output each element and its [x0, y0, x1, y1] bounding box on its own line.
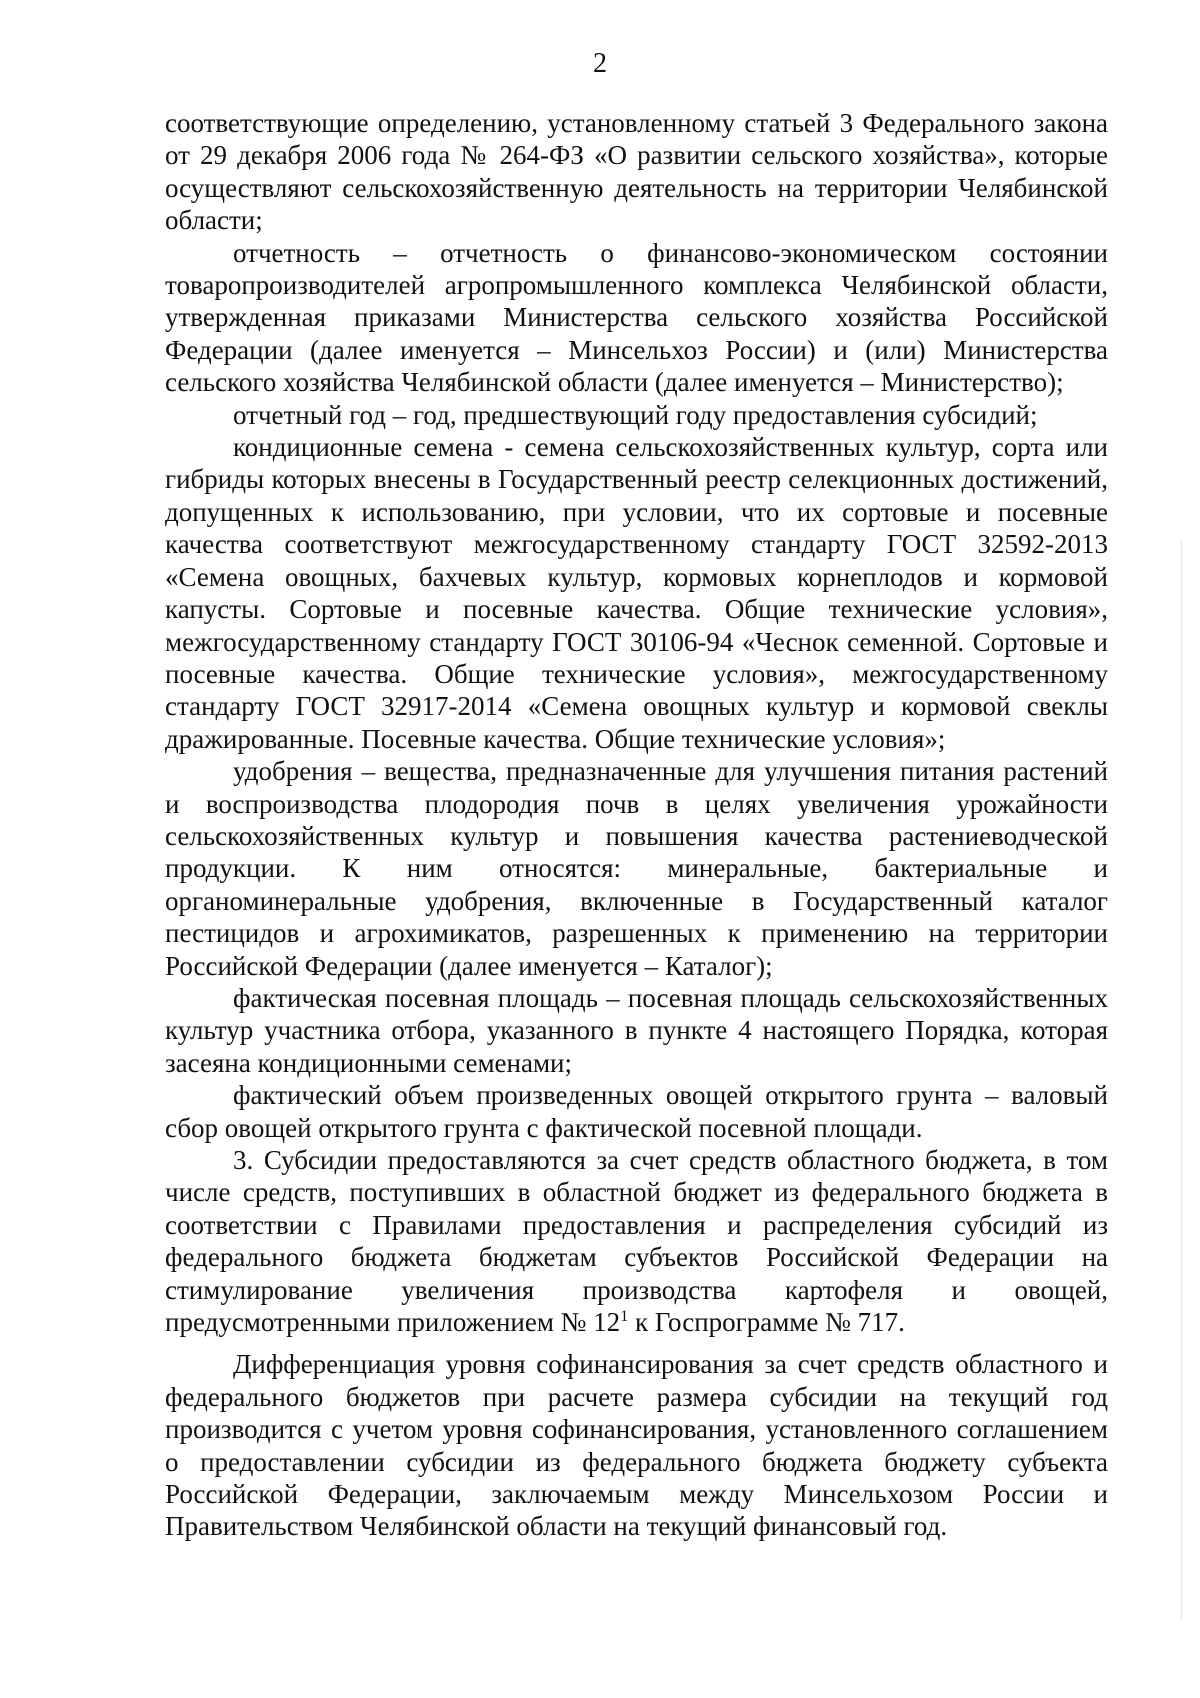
appendix-superscript: 1: [620, 1308, 629, 1326]
paragraph-actual-sown-area-definition: фактическая посевная площадь – посевная площадь сельскохозяйственных культур участника отбора, указанного в пункте 4 настоящего Порядка, которая засеяна кондиционными семенами;: [165, 982, 1108, 1078]
paragraph-subsidies-source: [165, 1144, 1108, 1338]
paragraph-certified-seeds-definition: кондиционные семена - семена сельскохозяйственных культур, сорта или гибриды которых внесены в Государственный реестр селекционных достижений, допущенных к использованию, при условии, что их сортовые и посевные качества соответствуют межгосударственному стандарту ГОСТ 32592-2013 «Семена овощных, бахчевых культур, кормовых корнеплодов и кормовой капусты. Сортовые и посевные качества. Общие технические условия», межгосударственному стандарту ГОСТ 30106-94 «Чеснок семенной. Сортовые и посевные качества. Общие технические условия», межгосударственному стандарту ГОСТ 32917-2014 «Семена овощных культур и кормовой свеклы дражированные. Посевные качества. Общие технические условия»;: [165, 432, 1108, 754]
paragraph-reporting-year-definition: отчетный год – год, предшествующий году предоставления субсидий;: [233, 399, 1038, 430]
paragraph-producers-definition: соответствующие определению, установленному статьей 3 Федерального закона от 29 декабря 2006 года № 264-ФЗ «О развитии сельского хозяйства», которые осуществляют сельскохозяйственную деятельность на территории Челябинской области;: [165, 108, 1108, 236]
page-number: 2: [593, 48, 607, 79]
paragraph-subsidies-source-tail: к Госпрограмме № 717.: [628, 1307, 905, 1338]
paragraph-subsidies-source-text: 3. Субсидии предоставляются за счет средств областного бюджета, в том числе средств, поступивших в областной бюджет из федерального бюджета в соответствии с Правилами предоставления и распределения субсидий из федерального бюджета бюджетам субъектов Российской Федерации на стимулирование увеличения производства картофеля и овощей, предусмотренными приложением № 12: [165, 1145, 1108, 1338]
paragraph-reporting-definition: отчетность – отчетность о финансово-экономическом состоянии товаропроизводителей агропромышленного комплекса Челябинской области, утвержденная приказами Министерства сельского хозяйства Российской Федерации (далее именуется – Минсельхоз России) и (или) Министерства сельского хозяйства Челябинской области (далее именуется – Министерство);: [165, 237, 1108, 398]
paragraph-fertilizers-definition: удобрения – вещества, предназначенные для улучшения питания растений и воспроизводства плодородия почв в целях увеличения урожайности сельскохозяйственных культур и повышения качества растениеводческой продукции. К ним относятся: минеральные, бактериальные и органоминеральные удобрения, включенные в Государственный каталог пестицидов и агрохимикатов, разрешенных к применению на территории Российской Федерации (далее именуется – Каталог);: [165, 756, 1108, 981]
paragraph-actual-vegetable-volume-definition: фактический объем произведенных овощей открытого грунта – валовый сбор овощей открытого грунта с фактической посевной площади.: [165, 1080, 1108, 1143]
paragraph-cofinancing-differentiation: Дифференциация уровня софинансирования за счет средств областного и федерального бюджетов при расчете размера субсидии на текущий год производится с учетом уровня софинансирования, установленного соглашением о предоставлении субсидии из федерального бюджета бюджету субъекта Российской Федерации, заключаемым между Минсельхозом России и Правительством Челябинской области на текущий финансовый год.: [165, 1349, 1108, 1542]
scan-edge-line: [1181, 540, 1182, 1620]
document-body: [165, 107, 1108, 1543]
